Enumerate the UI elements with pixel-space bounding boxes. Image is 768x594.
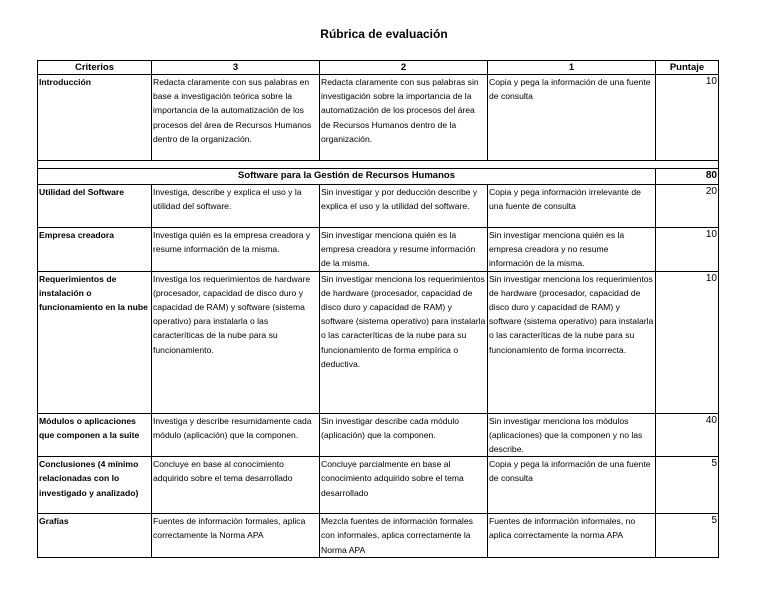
- table-row: [38, 413, 719, 457]
- criterion-label: Requerimientos de instalación o funcionamiento en la nube: [38, 271, 152, 413]
- score-value: 10: [656, 75, 719, 161]
- table-row: [38, 271, 719, 413]
- criterion-label: Módulos o aplicaciones que componen a la suite: [38, 413, 152, 457]
- level-2-descriptor: Sin investigar menciona quién es la empresa creadora y resume información de la misma.: [320, 228, 488, 272]
- header-row: [38, 61, 719, 75]
- header-level-2: 2: [320, 61, 488, 75]
- level-3-descriptor: Investiga los requerimientos de hardware (procesador, capacidad de disco duro y capacidad de RAM) y software (sistema operativo) para instalarla o las caracteríticas de la nube para su funcionamiento.: [152, 271, 320, 413]
- header-criterios: Criterios: [38, 61, 152, 75]
- score-value: 10: [656, 228, 719, 272]
- level-2-descriptor: Sin investigar describe cada módulo (aplicación) que la componen.: [320, 413, 488, 457]
- criterion-label: Conclusiones (4 mínimo relacionadas con lo investigado y analizado): [38, 457, 152, 514]
- level-3-descriptor: Redacta claramente con sus palabras en base a investigación teórica sobre la importancia de la automatización de los procesos del área de Recursos Humanos dentro de la organización.: [152, 75, 320, 161]
- level-1-descriptor: Copia y pega la información de una fuente de consulta: [488, 457, 656, 514]
- level-2-descriptor: Sin investigar menciona los requerimientos de hardware (procesador, capacidad de disco duro y capacidad de RAM) y software (sistema operativo) para instalarla o las caracteríticas de la nube para su funcionamiento de forma empírica o deductiva.: [320, 271, 488, 413]
- table-row: [38, 185, 719, 228]
- criterion-label: Introducción: [38, 75, 152, 161]
- level-2-descriptor: Sin investigar y por deducción describe y explica el uso y la utilidad del software.: [320, 185, 488, 228]
- level-2-descriptor: Concluye parcialmente en base al conocimiento adquirido sobre el tema desarrollado: [320, 457, 488, 514]
- header-level-1: 1: [488, 61, 656, 75]
- header-level-3: 3: [152, 61, 320, 75]
- score-value: 10: [656, 271, 719, 413]
- level-1-descriptor: Copia y pega información irrelevante de una fuente de consulta: [488, 185, 656, 228]
- score-value: 5: [656, 457, 719, 514]
- table-row: [38, 75, 719, 161]
- criterion-label: Empresa creadora: [38, 228, 152, 272]
- table-row: [38, 457, 719, 514]
- level-1-descriptor: Sin investigar menciona quién es la empresa creadora y no resume información de la misma.: [488, 228, 656, 272]
- score-value: 20: [656, 185, 719, 228]
- level-2-descriptor: Mezcla fuentes de información formales con informales, aplica correctamente la Norma APA: [320, 514, 488, 558]
- score-value: 5: [656, 514, 719, 558]
- header-puntaje: Puntaje: [656, 61, 719, 75]
- level-1-descriptor: Sin investigar menciona los módulos (aplicaciones) que la componen y no las describe.: [488, 413, 656, 457]
- section-title: Software para la Gestión de Recursos Humanos: [38, 169, 656, 185]
- criterion-label: Grafías: [38, 514, 152, 558]
- table-row: [38, 514, 719, 558]
- level-3-descriptor: Investiga, describe y explica el uso y la utilidad del software.: [152, 185, 320, 228]
- level-2-descriptor: Redacta claramente con sus palabras sin investigación sobre la importancia de la automatización de los procesos del área de Recursos Humanos dentro de la organización.: [320, 75, 488, 161]
- spacer-row: [38, 161, 719, 169]
- level-3-descriptor: Concluye en base al conocimiento adquirido sobre el tema desarrollado: [152, 457, 320, 514]
- level-3-descriptor: Investiga quién es la empresa creadora y resume información de la misma.: [152, 228, 320, 272]
- score-value: 40: [656, 413, 719, 457]
- rubric-table: [37, 60, 719, 558]
- level-1-descriptor: Copia y pega la información de una fuente de consulta: [488, 75, 656, 161]
- level-1-descriptor: Fuentes de información informales, no aplica correctamente la norma APA: [488, 514, 656, 558]
- level-3-descriptor: Fuentes de información formales, aplica correctamente la Norma APA: [152, 514, 320, 558]
- section-score: 80: [656, 169, 719, 185]
- level-1-descriptor: Sin investigar menciona los requerimientos de hardware (procesador, capacidad de disco duro y capacidad de RAM) y software (sistema operativo) para instalarla o las caracteríticas de la nube para su funcionamiento de forma incorrecta.: [488, 271, 656, 413]
- level-3-descriptor: Investiga y describe resumidamente cada módulo (aplicación) que la componen.: [152, 413, 320, 457]
- section-row: [38, 169, 719, 185]
- document-title: Rúbrica de evaluación: [320, 27, 448, 41]
- table-row: [38, 228, 719, 272]
- criterion-label: Utilidad del Software: [38, 185, 152, 228]
